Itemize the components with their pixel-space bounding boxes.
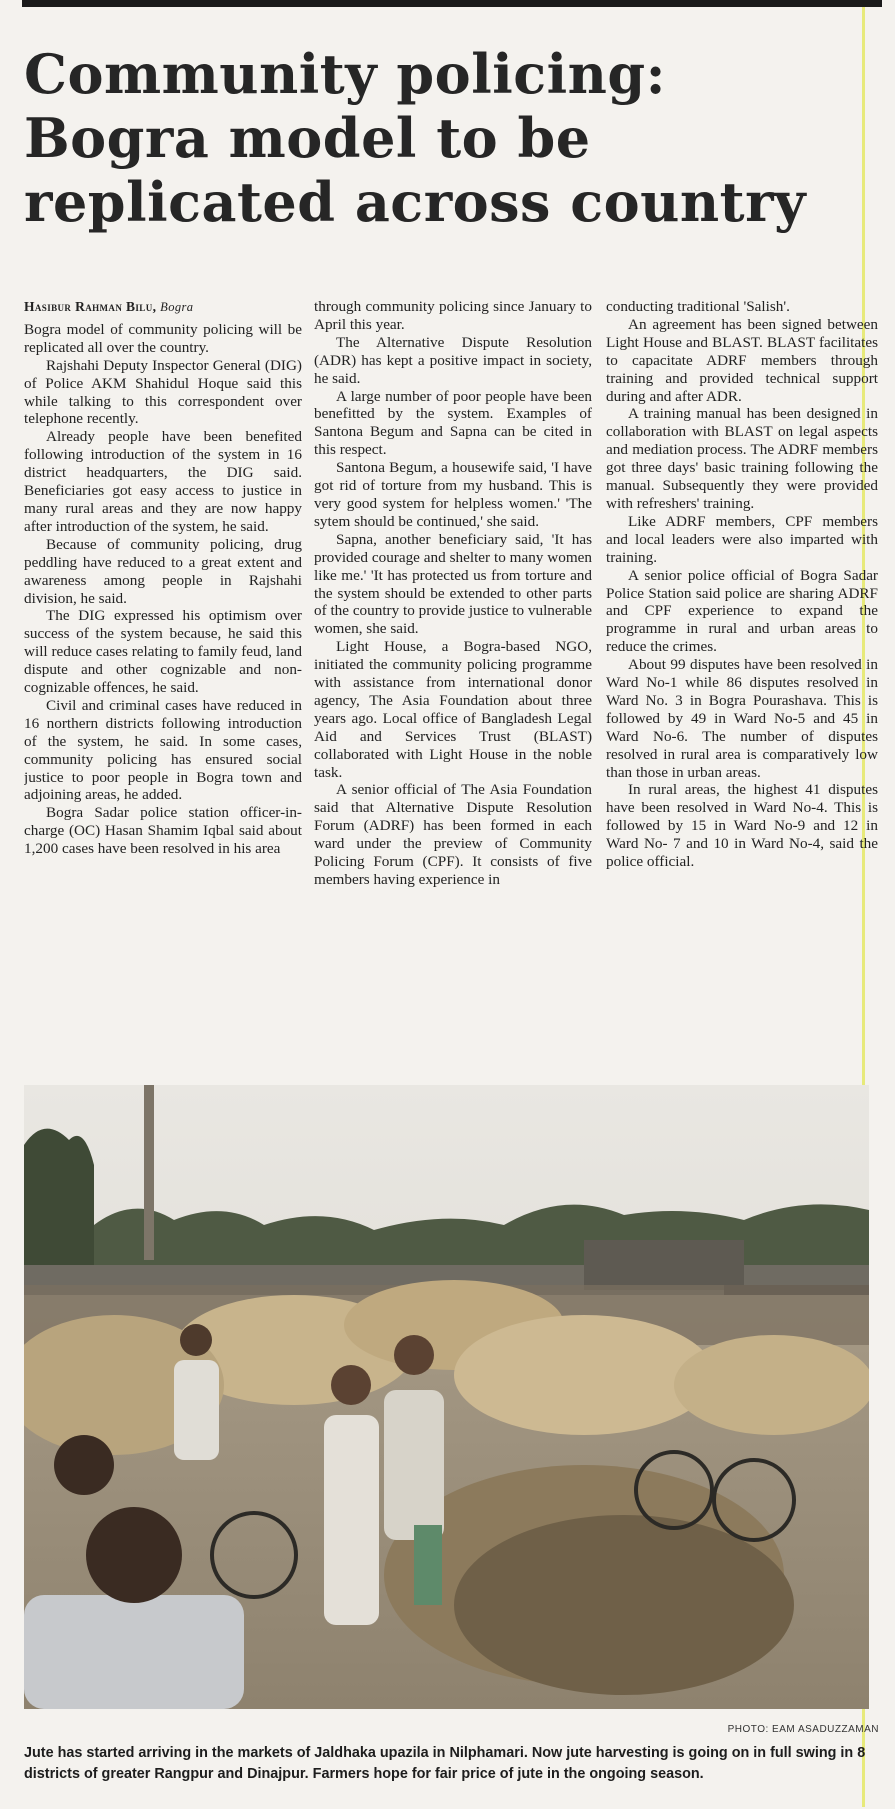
paragraph: Bogra model of community policing will be replicated all over the country. bbox=[24, 320, 302, 356]
paragraph: A large number of poor people have been benefitted by the system. Examples of Santona Begum and Sapna can be cited in this respect. bbox=[314, 387, 592, 459]
paragraph: through community policing since January to April this year. bbox=[314, 298, 592, 333]
top-rule bbox=[22, 0, 882, 7]
paragraph: A senior official of The Asia Foundation said that Alternative Dispute Resolution Forum (ADRF) has been formed in each ward under the preview of Community Policing Forum (CPF). It consists of five members having experience in bbox=[314, 781, 592, 888]
paragraph: In rural areas, the highest 41 disputes have been resolved in Ward No-4. This is followed by 15 in Ward No-9 and 12 in Ward No- 7 and 10 in Ward No-4, said the police official. bbox=[606, 781, 878, 871]
article-column-3 bbox=[606, 298, 878, 1068]
paragraph: A senior police official of Bogra Sadar Police Station said police are sharing ADRF and CPF experience to expand the programme in rural and urban areas to reduce the crimes. bbox=[606, 566, 878, 656]
paragraph: Bogra Sadar police station officer-in-charge (OC) Hasan Shamim Iqbal said about 1,200 cases have been resolved in his area bbox=[24, 804, 302, 858]
headline: Community policing: Bogra model to be replicated across country bbox=[24, 42, 806, 234]
article-column-2 bbox=[314, 298, 592, 1068]
paragraph: Already people have been benefited following introduction of the system in 16 district headquarters, the DIG said. Beneficiaries got easy access to justice in many rural areas and they are now happy after introduction of the system, he said. bbox=[24, 428, 302, 535]
byline-name: Hasibur Rahman Bilu, bbox=[24, 299, 157, 314]
jute-market-illustration bbox=[24, 1085, 869, 1709]
paragraph: Sapna, another beneficiary said, 'It has provided courage and shelter to many women like me.' 'It has protected us from torture and the system should be extended to other parts of the country to provide justice to vulnerable women, she said. bbox=[314, 530, 592, 638]
byline bbox=[24, 298, 302, 317]
paragraph: conducting traditional 'Salish'. bbox=[606, 298, 790, 315]
paragraph: The Alternative Dispute Resolution (ADR) has kept a positive impact in society, he said. bbox=[314, 333, 592, 387]
paragraph: Light House, a Bogra-based NGO, initiated the community policing programme with assistance from international donor agency, The Asia Foundation about three years ago. Local office of Bangladesh Legal Aid and Services Trust (BLAST) collaborated with Light House in the noble task. bbox=[314, 638, 592, 781]
paragraph: Civil and criminal cases have reduced in 16 northern districts following introduction of the system, he said. In some cases, community policing has ensured social justice to poor people in Bogra town and adjoining areas, he added. bbox=[24, 696, 302, 804]
photo-caption: Jute has started arriving in the markets of Jaldhaka upazila in Nilphamari. Now jute harvesting is going on in full swing in 8 districts of greater Rangpur and Dinajpur. Farmers hope for fair price of jute in the ongoing season. bbox=[24, 1745, 866, 1782]
news-photo bbox=[24, 1085, 869, 1709]
paragraph: Like ADRF members, CPF members and local leaders were also imparted with training. bbox=[606, 512, 878, 566]
paragraph: Rajshahi Deputy Inspector General (DIG) of Police AKM Shahidul Hoque said this while talking to this correspondent over telephone recently. bbox=[24, 356, 302, 428]
paragraph: Because of community policing, drug peddling have reduced to a great extent and awareness among people in Rajshahi division, he said. bbox=[24, 535, 302, 607]
paragraph: About 99 disputes have been resolved in Ward No-1 while 86 disputes resolved in Ward No. 3 in Bogra Pourashava. This is followed by 49 in Ward No-5 and 45 in Ward No-6. The number of disputes resolved in rural area is comparatively low than those in urban areas. bbox=[606, 656, 878, 781]
paragraph: A training manual has been designed in collaboration with BLAST on legal aspects and mediation process. The ADRF members got three days' basic training following the manual. Subsequently they were provided with refreshers' training. bbox=[606, 405, 878, 512]
photo-credit: PHOTO: EAM ASADUZZAMAN bbox=[727, 1724, 879, 1735]
byline-location: Bogra bbox=[160, 300, 194, 314]
paragraph: An agreement has been signed between Light House and BLAST. BLAST facilitates to capacitate ADRF members through training and provided technical support during and after ADR. bbox=[606, 315, 878, 405]
paragraph: The DIG expressed his optimism over success of the system because, he said this will reduce cases relating to family feud, land dispute and other cognizable and non-cognizable offences, he said. bbox=[24, 607, 302, 697]
article-column-1 bbox=[24, 298, 302, 1068]
paragraph: Santona Begum, a housewife said, 'I have got rid of torture from my husband. This is very good system for helpless women.' 'The sytem should be continued,' she said. bbox=[314, 459, 592, 530]
